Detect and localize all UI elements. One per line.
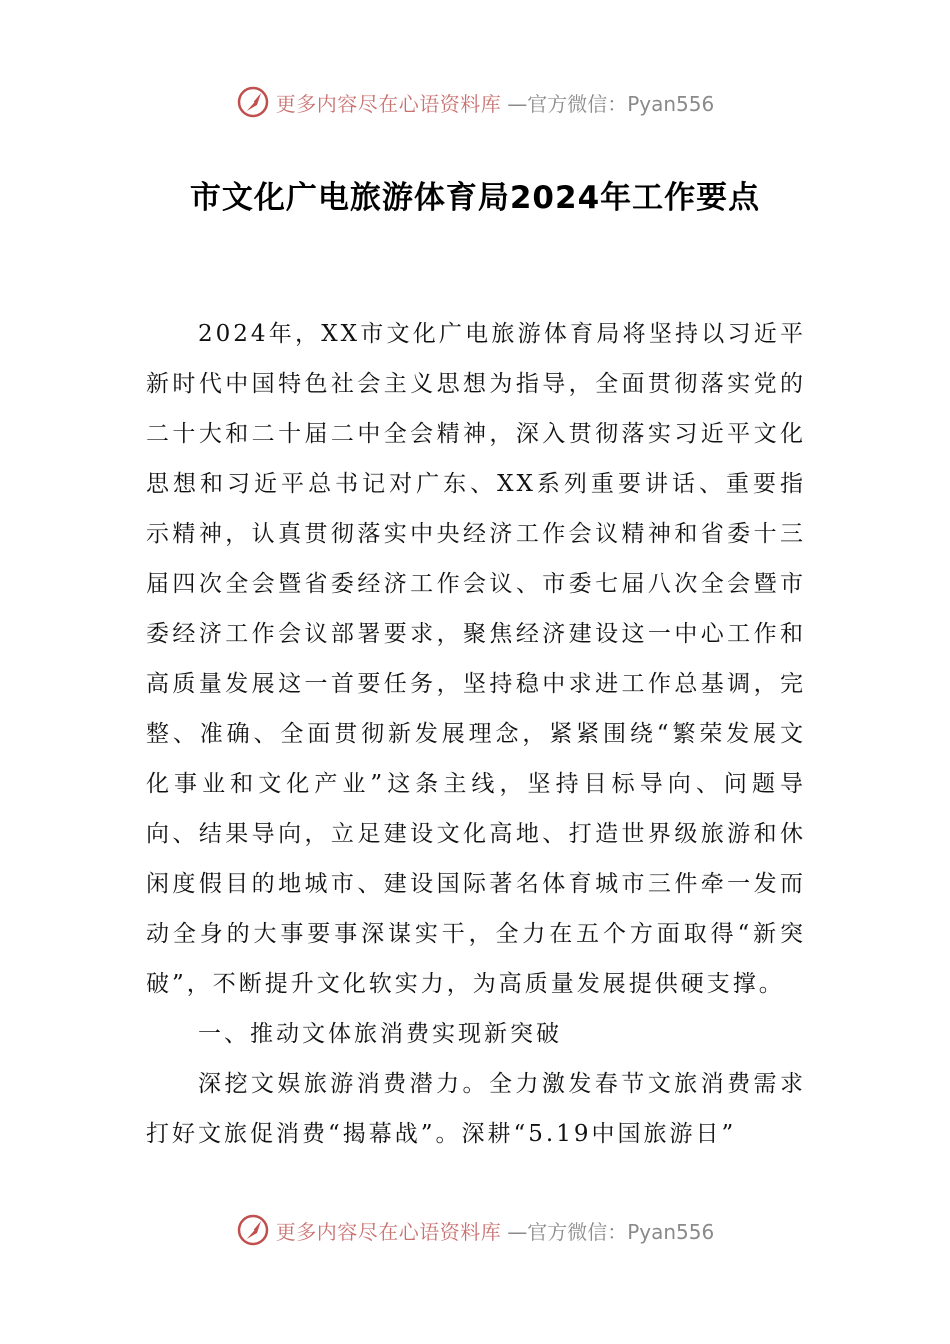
- watermark-contact: —官方微信：Pyan556: [507, 1219, 715, 1244]
- section-paragraph-1: 深挖文娱旅游消费潜力。全力激发春节文旅消费需求打好文旅促消费“揭幕战”。深耕“5.19中国旅游日”: [146, 1071, 806, 1147]
- watermark-slogan: 更多内容尽在心语资料库: [275, 91, 502, 116]
- watermark-banner-top: [0, 82, 950, 122]
- intro-paragraph: 2024年，XX市文化广电旅游体育局将坚持以习近平新时代中国特色社会主义思想为指导，全面贯彻落实党的二十大和二十届二中全会精神，深入贯彻落实习近平文化思想和习近平总书记对广东、XX系列重要讲话、重要指示精神，认真贯彻落实中央经济工作会议精神和省委十三届四次全会暨省委经济工作会议、市委七届八次全会暨市委经济工作会议部署要求，聚焦经济建设这一中心工作和高质量发展这一首要任务，坚持稳中求进工作总基调，完整、准确、全面贯彻新发展理念，紧紧围绕“繁荣发展文化事业和文化产业”这条主线，坚持目标导向、问题导向、结果导向，立足建设文化高地、打造世界级旅游和休闲度假目的地城市、建设国际著名体育城市三件牵一发而动全身的大事要事深谋实干，全力在五个方面取得“新突破”，不断提升文化软实力，为高质量发展提供硬支撑。: [146, 321, 806, 997]
- document-title: 市文化广电旅游体育局2024年工作要点: [189, 180, 761, 216]
- watermark-slogan: 更多内容尽在心语资料库: [275, 1219, 502, 1244]
- watermark-banner-bottom: [0, 1210, 950, 1250]
- quill-logo-icon: [236, 85, 270, 119]
- watermark-contact: —官方微信：Pyan556: [507, 91, 715, 116]
- document-body: [146, 309, 806, 1159]
- quill-logo-icon: [236, 1213, 270, 1247]
- section-heading-1: 一、推动文体旅消费实现新突破: [198, 1021, 562, 1047]
